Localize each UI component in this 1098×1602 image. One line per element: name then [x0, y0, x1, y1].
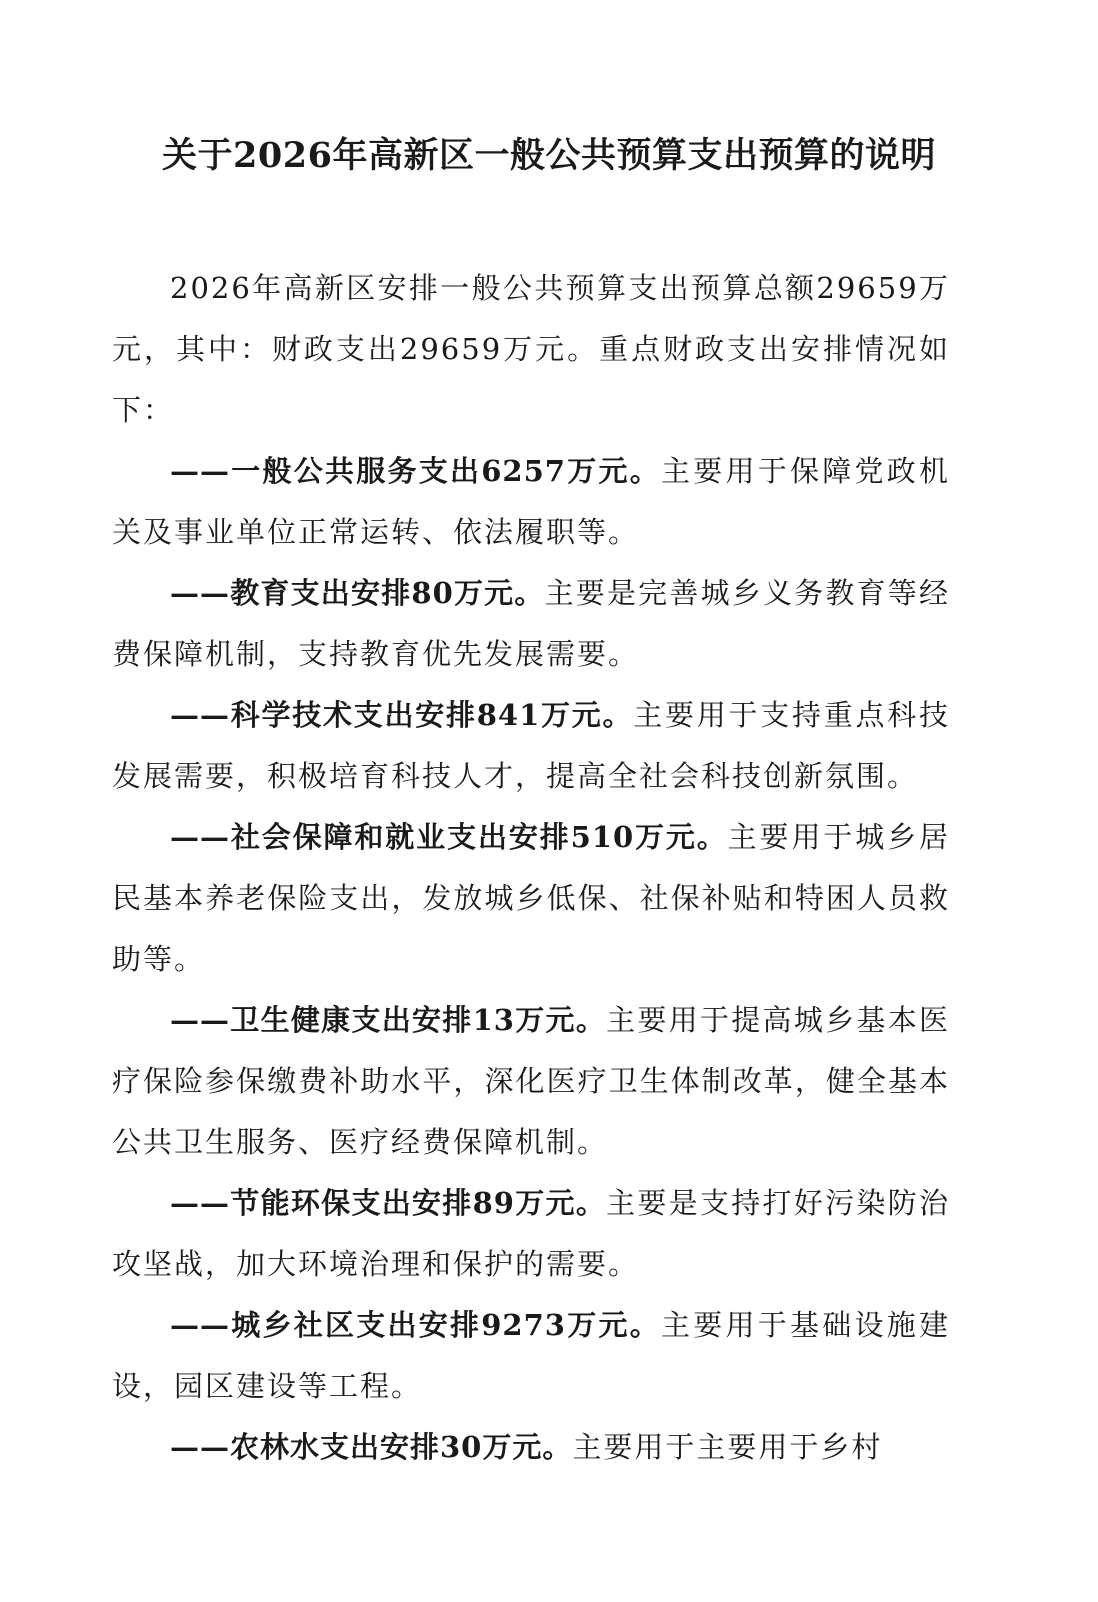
item-lead: ——社会保障和就业支出安排510万元。 [170, 820, 728, 854]
item-text: 主要用于提高城乡基本医疗保险参保缴费补助水平，深化医疗卫生体制改革，健全基本公共卫生服务、医疗经费保障机制。 [112, 1003, 950, 1159]
item-text: 主要用于保障党政机关及事业单位正常运转、依法履职等。 [112, 454, 950, 549]
item-lead: ——卫生健康支出安排13万元。 [170, 1003, 607, 1037]
item-energy-environment [112, 1173, 950, 1295]
item-text: 主要用于城乡居民基本养老保险支出，发放城乡低保、社保补贴和特困人员救助等。 [112, 820, 950, 976]
item-education [112, 563, 950, 685]
item-text: 主要用于主要用于乡村 [572, 1430, 883, 1464]
item-text: 主要用于支持重点科技发展需要，积极培育科技人才，提高全社会科技创新氛围。 [112, 698, 950, 793]
document-body [112, 258, 950, 1478]
intro-paragraph: 2026年高新区安排一般公共预算支出预算总额29659万元，其中：财政支出29659万元。重点财政支出安排情况如下： [112, 271, 950, 427]
item-general-public-services [112, 441, 950, 563]
item-social-security [112, 807, 950, 990]
item-science-technology [112, 685, 950, 807]
item-text: 主要用于基础设施建设，园区建设等工程。 [112, 1308, 950, 1403]
item-lead: ——城乡社区支出安排9273万元。 [170, 1308, 661, 1342]
item-lead: ——一般公共服务支出6257万元。 [170, 454, 661, 488]
item-lead: ——农林水支出安排30万元。 [170, 1430, 573, 1464]
item-lead: ——教育支出安排80万元。 [170, 576, 545, 610]
item-lead: ——科学技术支出安排841万元。 [170, 698, 634, 732]
item-agriculture-forestry-water [112, 1417, 950, 1478]
item-health [112, 990, 950, 1173]
item-text: 主要是支持打好污染防治攻坚战，加大环境治理和保护的需要。 [112, 1186, 950, 1281]
document-title: 关于2026年高新区一般公共预算支出预算的说明 [162, 135, 936, 176]
item-text: 主要是完善城乡义务教育等经费保障机制，支持教育优先发展需要。 [112, 576, 950, 671]
item-lead: ——节能环保支出安排89万元。 [170, 1186, 607, 1220]
item-urban-rural-community [112, 1295, 950, 1417]
